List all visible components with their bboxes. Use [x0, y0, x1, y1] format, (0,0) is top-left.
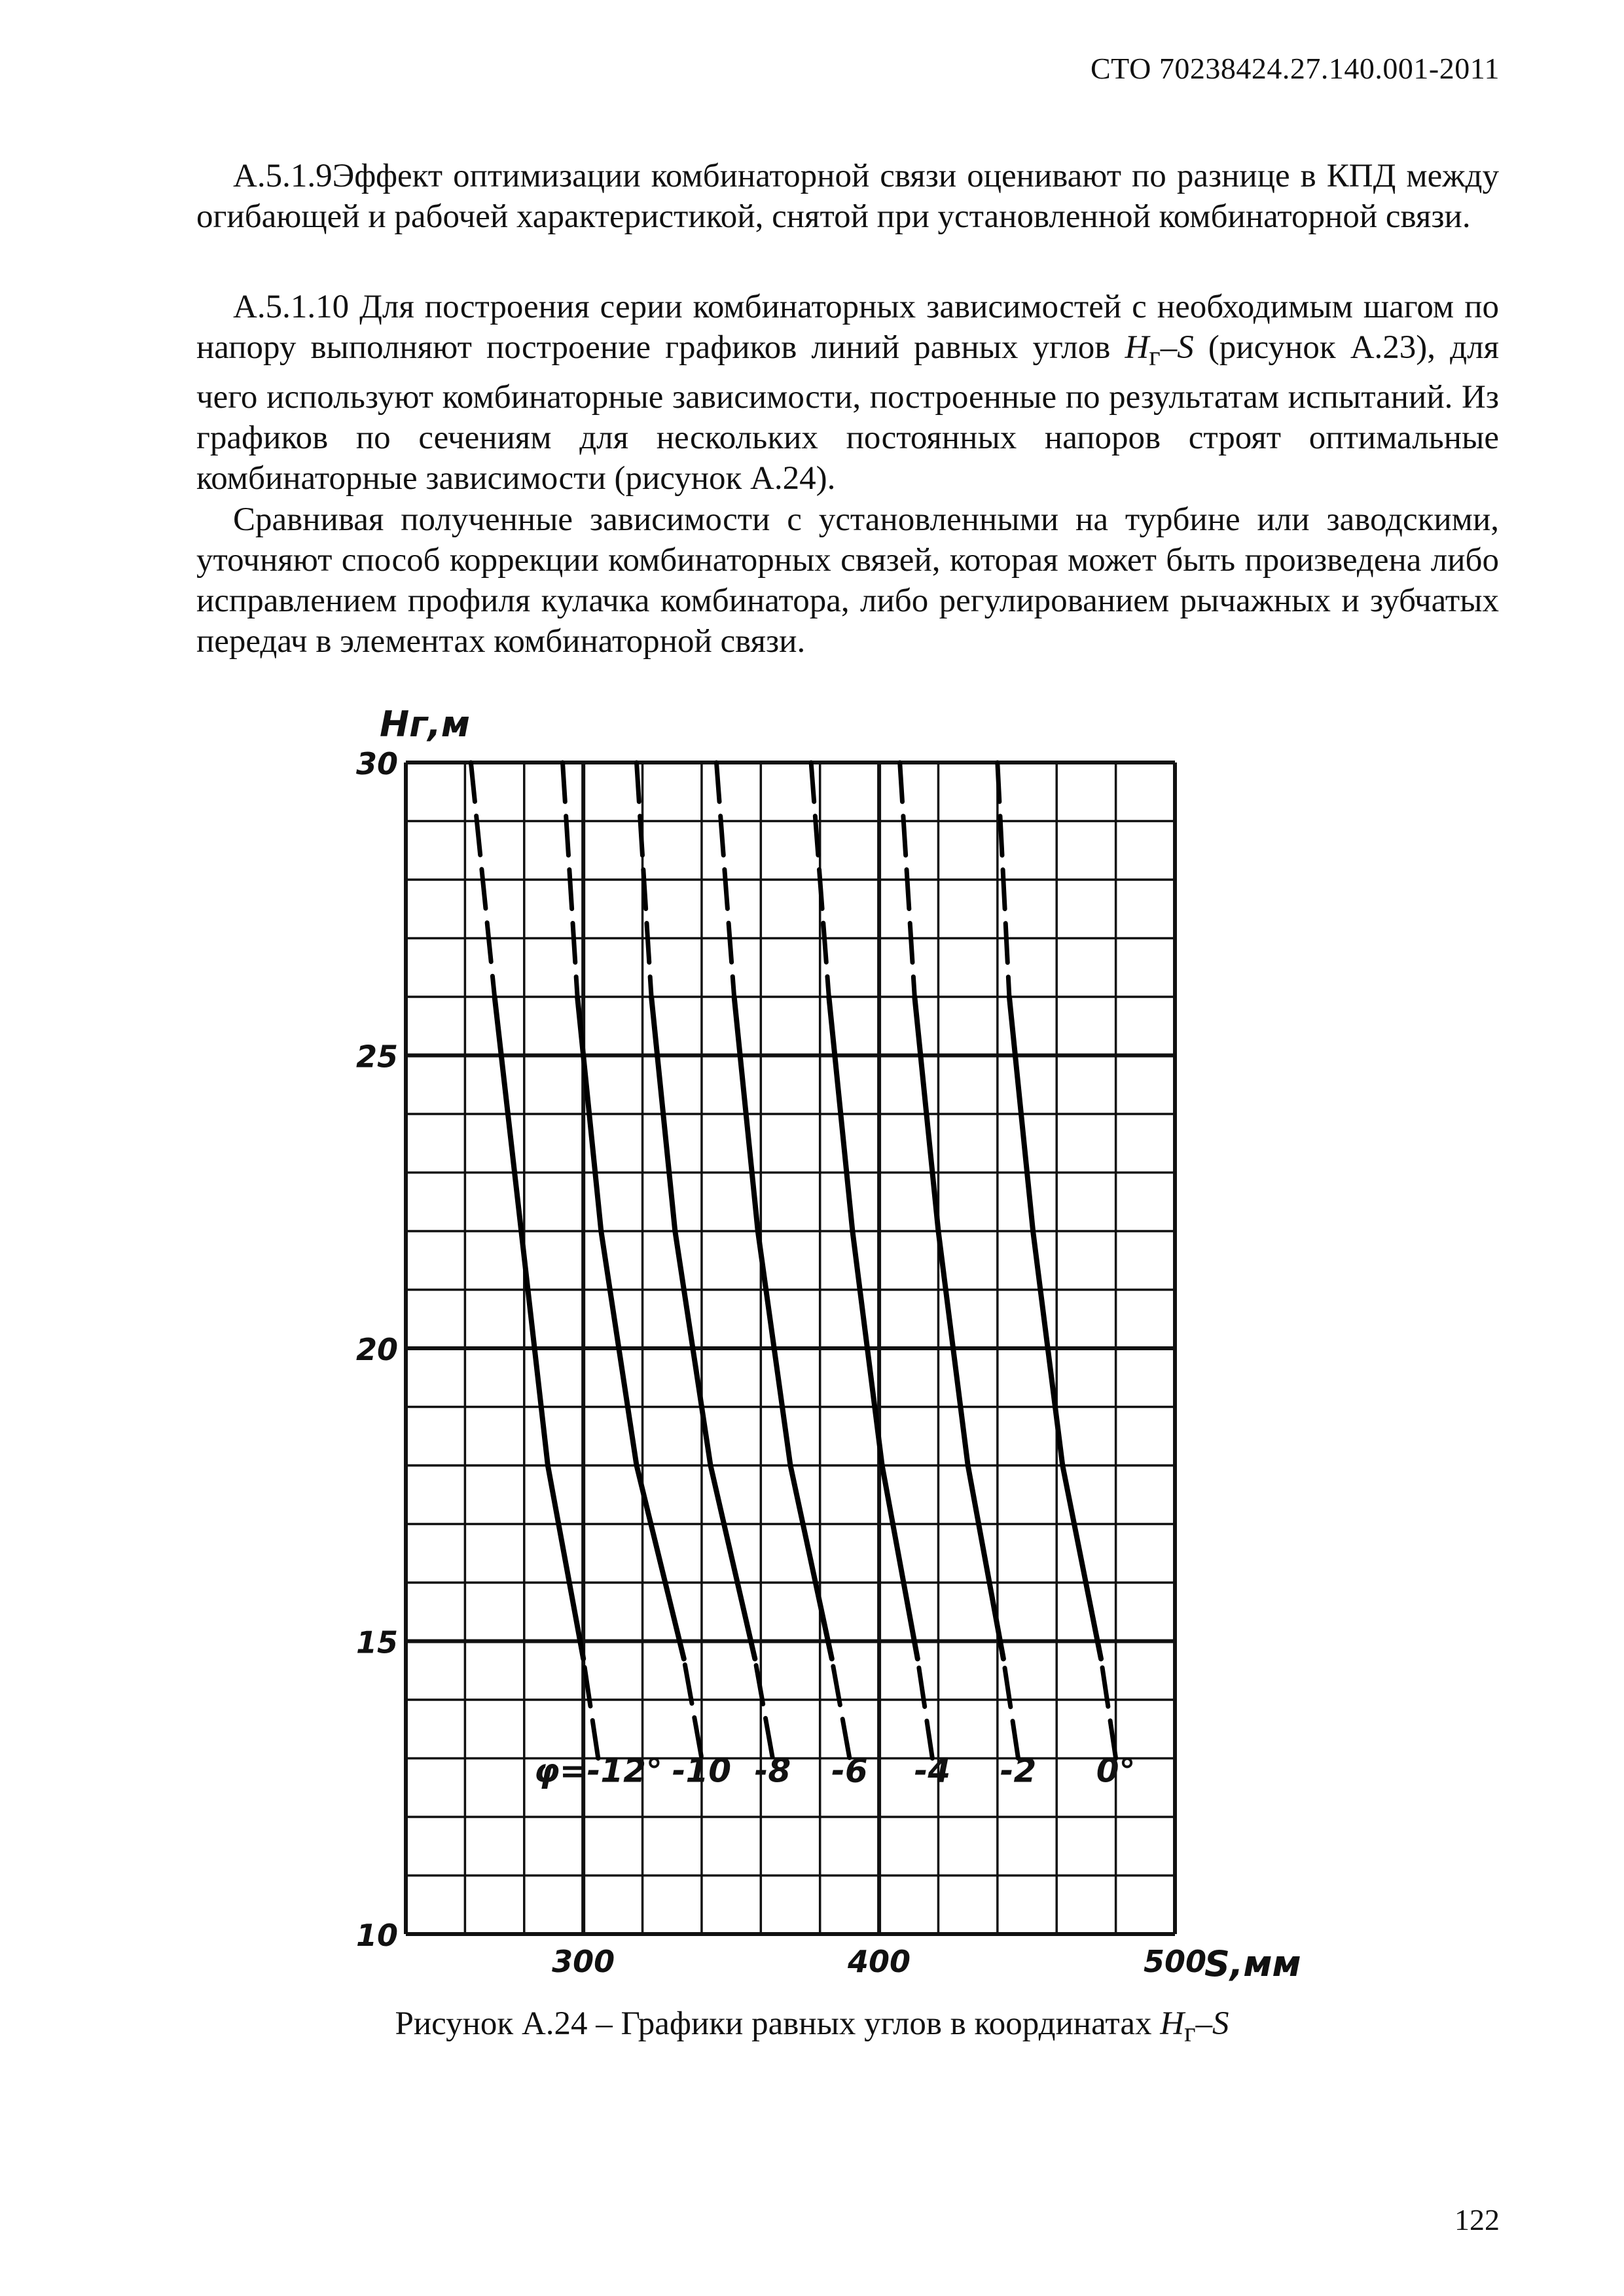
curve-angle-label: φ=-12°	[533, 1751, 662, 1790]
paragraph-comparison: Сравнивая полученные зависимости с установленными на турбине или заводскими, уточняют способ коррекции комбинаторных связей, которая может быть произведена либо исправлением профиля кулачка комбинатора, либо регулированием рычажных и зубчатых передач в элементах комбинаторной связи.	[196, 501, 1499, 660]
curve-solid-part	[577, 997, 684, 1659]
paragraph-a5-1-10	[196, 287, 1499, 499]
curve-solid-part	[1009, 997, 1101, 1659]
figure-caption	[0, 2005, 1624, 2049]
y-tick-label: 15	[355, 1624, 398, 1660]
curve-angle-label: -6	[831, 1751, 868, 1790]
caption-symbol-h: H	[1160, 2005, 1185, 2042]
curve-solid-part	[734, 997, 832, 1659]
curve-angle-label: -10	[672, 1751, 732, 1790]
curve-angle-label: 0°	[1096, 1751, 1136, 1790]
chart-curves	[471, 762, 1115, 1759]
document-code-header: СТО 70238424.27.140.001-2011	[1090, 52, 1500, 85]
curve-dashed-part	[471, 762, 598, 1759]
y-tick-label: 20	[355, 1332, 398, 1367]
curve-solid-part	[651, 997, 755, 1659]
y-tick-label: 10	[355, 1918, 398, 1953]
page-number: 122	[1454, 2203, 1500, 2236]
caption-symbol-dash: –	[1195, 2005, 1212, 2042]
curve-solid-part	[829, 997, 918, 1659]
curve-angle-label: -4	[914, 1751, 951, 1790]
caption-symbol-s: S	[1212, 2005, 1229, 2042]
symbol-h: H	[1125, 329, 1149, 366]
symbol-s: S	[1177, 329, 1194, 366]
y-axis-title: Hг,м	[380, 704, 471, 745]
chart-labels	[356, 704, 1301, 1984]
equal-angle-chart	[340, 694, 1322, 1996]
x-axis-title: S,мм	[1204, 1943, 1301, 1984]
paragraph-a5-1-10-text-end: (рисунок А.23), для чего используют комбинаторные зависимости, построенные по результатам испытаний. Из графиков по сечениям для нескольких постоянных напоров строят оптимальные комбинаторные зависимости (рисунок А.24).	[196, 329, 1499, 497]
curve-dashed-part	[900, 762, 1019, 1759]
curve-solid-part	[914, 997, 1003, 1659]
symbol-h-subscript: г	[1149, 341, 1161, 372]
x-tick-label: 300	[552, 1944, 615, 1979]
curve-solid-part	[495, 997, 584, 1659]
x-tick-label: 500	[1143, 1944, 1207, 1979]
curve-dashed-part	[811, 762, 932, 1759]
figure-caption-text: Рисунок А.24 – Графики равных углов в координатах	[395, 2005, 1161, 2042]
curve-angle-label: -2	[1000, 1751, 1037, 1790]
curve-dashed-part	[717, 762, 850, 1759]
paragraph-a5-1-9: А.5.1.9Эффект оптимизации комбинаторной связи оценивают по разнице в КПД между огибающей и рабочей характеристикой, снятой при установленной комбинаторной связи.	[196, 158, 1499, 235]
x-tick-label: 400	[848, 1944, 911, 1979]
y-tick-label: 25	[355, 1039, 398, 1075]
curve-angle-label: -8	[754, 1751, 791, 1790]
symbol-dash: –	[1160, 329, 1178, 366]
paragraph-a5-1-10-text-start: А.5.1.10 Для построения серии комбинаторных зависимостей с необходимым шагом по напору выполняют построение графиков линий равных углов	[196, 289, 1499, 366]
y-tick-label: 30	[355, 746, 398, 781]
curve-dashed-part	[637, 762, 773, 1759]
caption-symbol-h-subscript: г	[1184, 2017, 1196, 2049]
